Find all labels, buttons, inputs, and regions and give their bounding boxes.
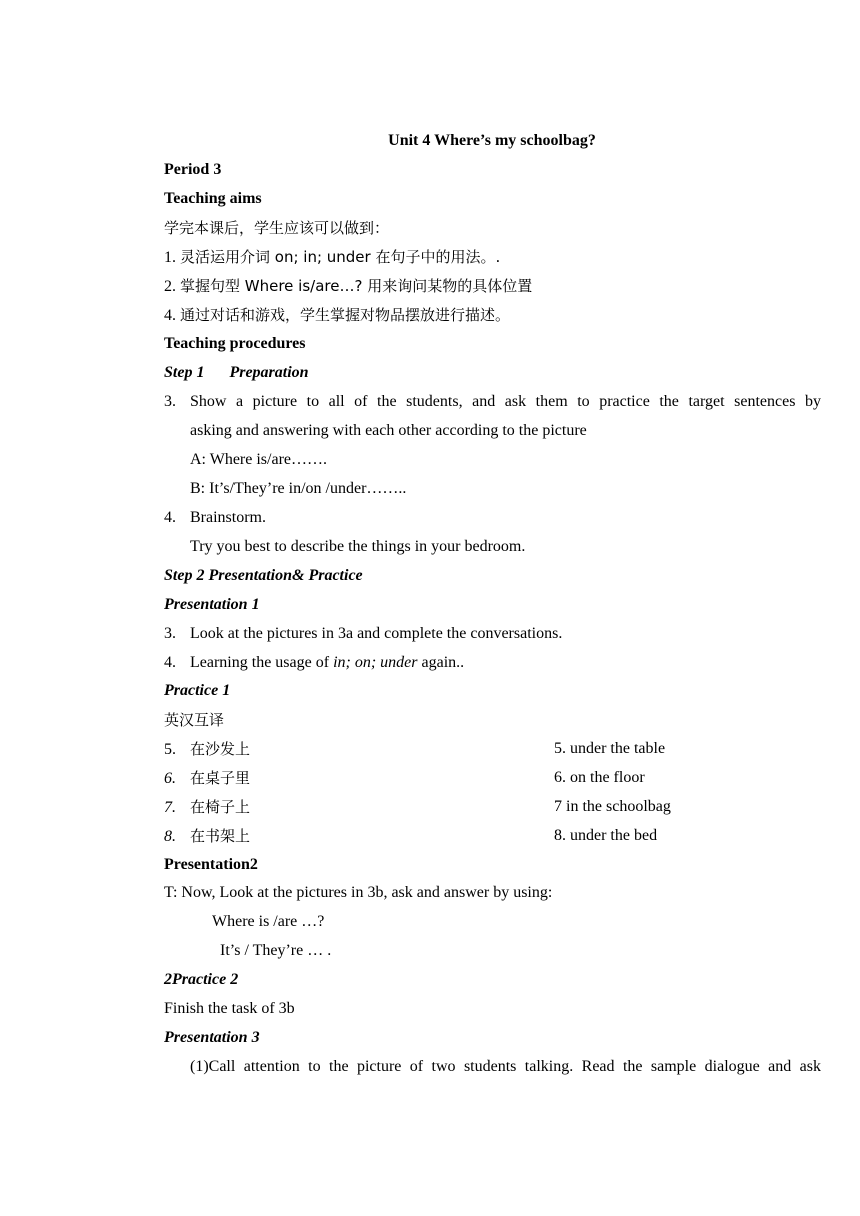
aim-number: 1. (164, 249, 176, 266)
chinese-phrase: 在沙发上 (190, 740, 251, 758)
aim-number: 2. (164, 278, 176, 295)
presentation3-text: (1)Call attention to the picture of two students talking. Read the sample dialogue and ask (190, 1058, 821, 1075)
row-number: 6. (164, 770, 176, 787)
english-phrase: 8. under the bed (554, 827, 658, 844)
chinese-phrase: 在椅子上 (190, 798, 251, 816)
aim-item (164, 276, 821, 297)
item-text: Show a picture to all of the students, and ask them to practice the target sentences by (190, 393, 821, 410)
item-text-emphasis: in; on; under (333, 654, 418, 671)
translation-row (164, 768, 821, 789)
item-number: 3. (164, 625, 176, 642)
practice1-subtitle: 英汉互译 (164, 711, 225, 729)
aim-item (164, 305, 821, 326)
practice1-heading: Practice 1 (164, 682, 231, 699)
practice2-text: Finish the task of 3b (164, 1000, 295, 1017)
item-number: 3. (164, 393, 176, 410)
presentation1-item (164, 624, 821, 644)
row-number: 7. (164, 799, 176, 816)
pattern-question: Where is /are …? (212, 913, 325, 930)
translation-row (164, 797, 821, 818)
aim-item (164, 247, 821, 268)
aim-text: 通过对话和游戏，学生掌握对物品摆放进行描述。 (180, 306, 511, 324)
chinese-phrase: 在桌子里 (190, 769, 251, 787)
item-text: Brainstorm. (190, 509, 266, 526)
presentation1-heading: Presentation 1 (164, 596, 260, 613)
aim-text: 灵活运用介词 on; in; under 在句子中的用法。. (180, 248, 501, 266)
dialog-line-b: B: It’s/They’re in/on /under…….. (190, 480, 407, 497)
presentation2-text: T: Now, Look at the pictures in 3b, ask and answer by using: (164, 884, 553, 901)
step1-item-3 (164, 392, 821, 412)
item-number: 4. (164, 509, 176, 526)
item-text: Look at the pictures in 3a and complete the conversations. (190, 625, 563, 642)
pattern-answer: It’s / They’re … . (220, 942, 332, 959)
row-number: 5. (164, 741, 176, 758)
item-text-continued: asking and answering with each other according to the picture (190, 422, 587, 439)
chinese-phrase: 在书架上 (190, 827, 251, 845)
aims-intro: 学完本课后，学生应该可以做到： (164, 219, 390, 237)
english-phrase: 5. under the table (554, 740, 666, 757)
teaching-aims-heading: Teaching aims (164, 190, 262, 207)
step1-heading (164, 363, 821, 383)
presentation2-heading: Presentation2 (164, 856, 258, 873)
presentation1-item (164, 653, 821, 673)
translation-row (164, 826, 821, 847)
item-subtext: Try you best to describe the things in your bedroom. (190, 538, 526, 555)
practice2-heading: 2Practice 2 (164, 971, 239, 988)
presentation3-heading: Presentation 3 (164, 1029, 260, 1046)
step1-label: Step 1 (164, 364, 205, 381)
aim-number: 4. (164, 307, 176, 324)
period-label: Period 3 (164, 161, 222, 178)
english-phrase: 7 in the schoolbag (554, 798, 671, 815)
item-text-pre: Learning the usage of (190, 654, 334, 671)
step2-heading: Step 2 Presentation& Practice (164, 567, 363, 584)
step1-name: Preparation (229, 364, 309, 381)
teaching-procedures-heading: Teaching procedures (164, 335, 306, 352)
english-phrase: 6. on the floor (554, 769, 645, 786)
row-number: 8. (164, 828, 176, 845)
translation-row (164, 739, 821, 760)
item-text-post: again.. (417, 654, 465, 671)
dialog-line-a: A: Where is/are……. (190, 451, 327, 468)
aim-text: 掌握句型 Where is/are…? 用来询问某物的具体位置 (180, 277, 533, 295)
item-number: 4. (164, 654, 176, 671)
document-title: Unit 4 Where’s my schoolbag? (388, 132, 596, 149)
step1-item-4 (164, 508, 821, 528)
